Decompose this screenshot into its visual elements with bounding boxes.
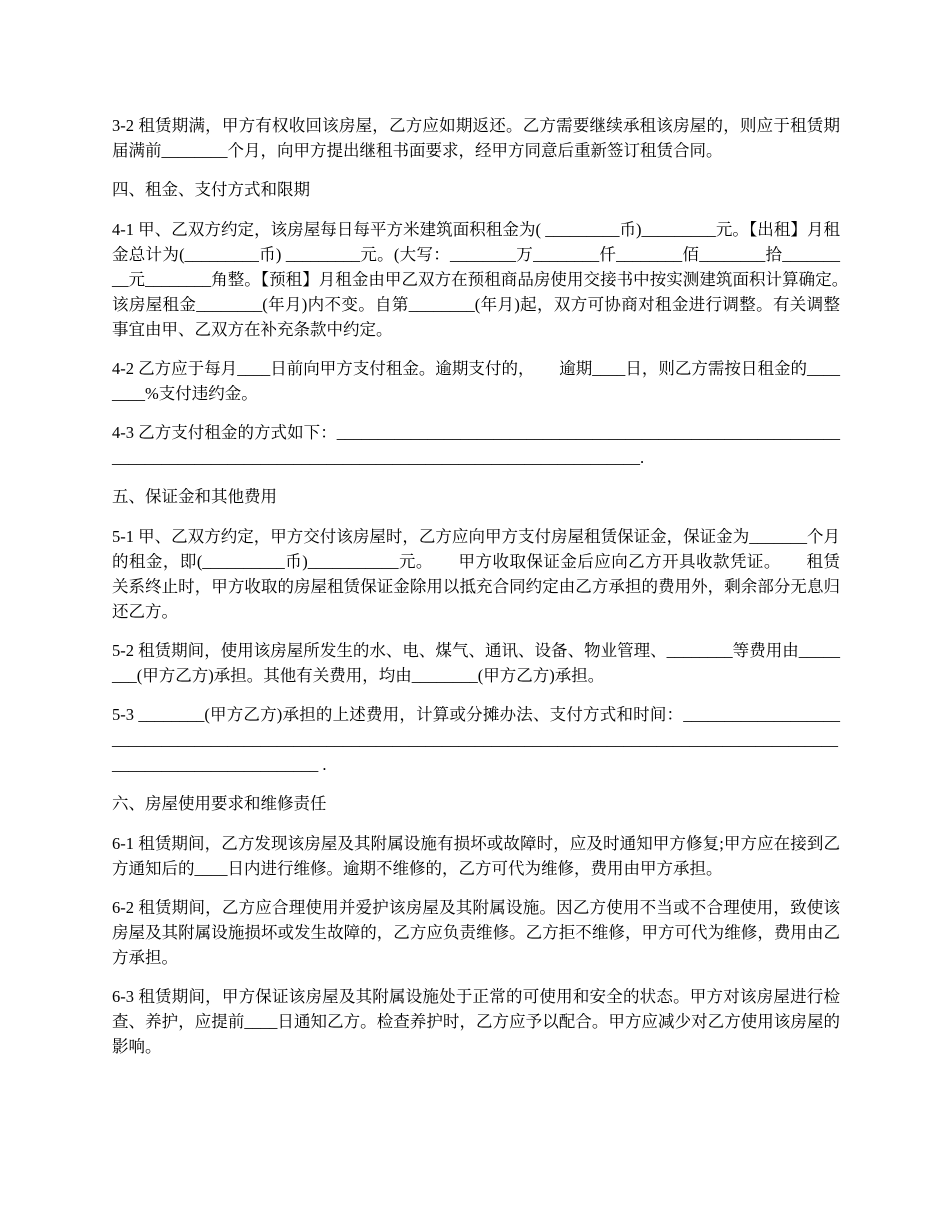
clause-4-1: 4-1 甲、乙双方约定，该房屋每日每平方米建筑面积租金为( _________币)_________元。【出租】月租金总计为(_________币) _________元。(大写：________万________仟________佰________拾_________元________角整。【预租】月租金由甲乙双方在预租商品房使用交接书中按实测建筑面积计算确定。 该房屋租金________(年月)内不变。自第________(年月)起，双方可协商对租金进行调整。有关调整事宜由甲、乙双方在补充条款中约定。 xyxy=(112,220,873,339)
clause-4-2: 4-2 乙方应于每月____日前向甲方支付租金。逾期支付的， 逾期____日，则乙方需按日租金的________%支付违约金。 xyxy=(112,359,840,403)
clause-6-1: 6-1 租赁期间，乙方发现该房屋及其附属设施有损坏或故障时，应及时通知甲方修复;甲方应在接到乙方通知后的____日内进行维修。逾期不维修的，乙方可代为维修，费用由甲方承担。 xyxy=(112,834,840,878)
clause-5-3: 5-3 ________(甲方乙方)承担的上述费用，计算或分摊办法、支付方式和时间：____________________________________________________________________________________________________________________________________ . xyxy=(112,705,840,774)
clause-5-1: 5-1 甲、乙双方约定，甲方交付该房屋时，乙方应向甲方支付房屋租赁保证金，保证金为_______个月的租金，即(__________币)___________元。 甲方收取保证金后应向乙方开具收款凭证。 租赁关系终止时，甲方收取的房屋租赁保证金除用以抵充合同约定由乙方承担的费用外，剩余部分无息归还乙方。 xyxy=(112,527,840,621)
clause-6-3: 6-3 租赁期间，甲方保证该房屋及其附属设施处于正常的可使用和安全的状态。甲方对该房屋进行检查、养护，应提前____日通知乙方。检查养护时，乙方应予以配合。甲方应减少对乙方使用该房屋的影响。 xyxy=(112,987,840,1056)
clause-6-2: 6-2 租赁期间，乙方应合理使用并爱护该房屋及其附属设施。因乙方使用不当或不合理使用，致使该房屋及其附属设施损坏或发生故障的，乙方应负责维修。乙方拒不维修，甲方可代为维修，费用由乙方承担。 xyxy=(112,898,840,967)
section-heading-usage-repair: 六、房屋使用要求和维修责任 xyxy=(112,794,327,813)
clause-3-2: 3-2 租赁期满，甲方有权收回该房屋，乙方应如期返还。乙方需要继续承租该房屋的，则应于租赁期届满前________个月，向甲方提出继租书面要求，经甲方同意后重新签订租赁合同。 xyxy=(112,116,840,160)
section-heading-rent-payment: 四、租金、支付方式和限期 xyxy=(112,180,310,199)
clause-5-2: 5-2 租赁期间，使用该房屋所发生的水、电、煤气、通讯、设备、物业管理、________等费用由________(甲方乙方)承担。其他有关费用，均由________(甲方乙方)承担。 xyxy=(112,641,840,685)
section-heading-deposit-fees: 五、保证金和其他费用 xyxy=(112,487,277,506)
document-body xyxy=(112,113,873,1073)
clause-4-3: 4-3 乙方支付租金的方式如下：_____________________________________________________________________________________________________________________________. xyxy=(112,423,840,467)
